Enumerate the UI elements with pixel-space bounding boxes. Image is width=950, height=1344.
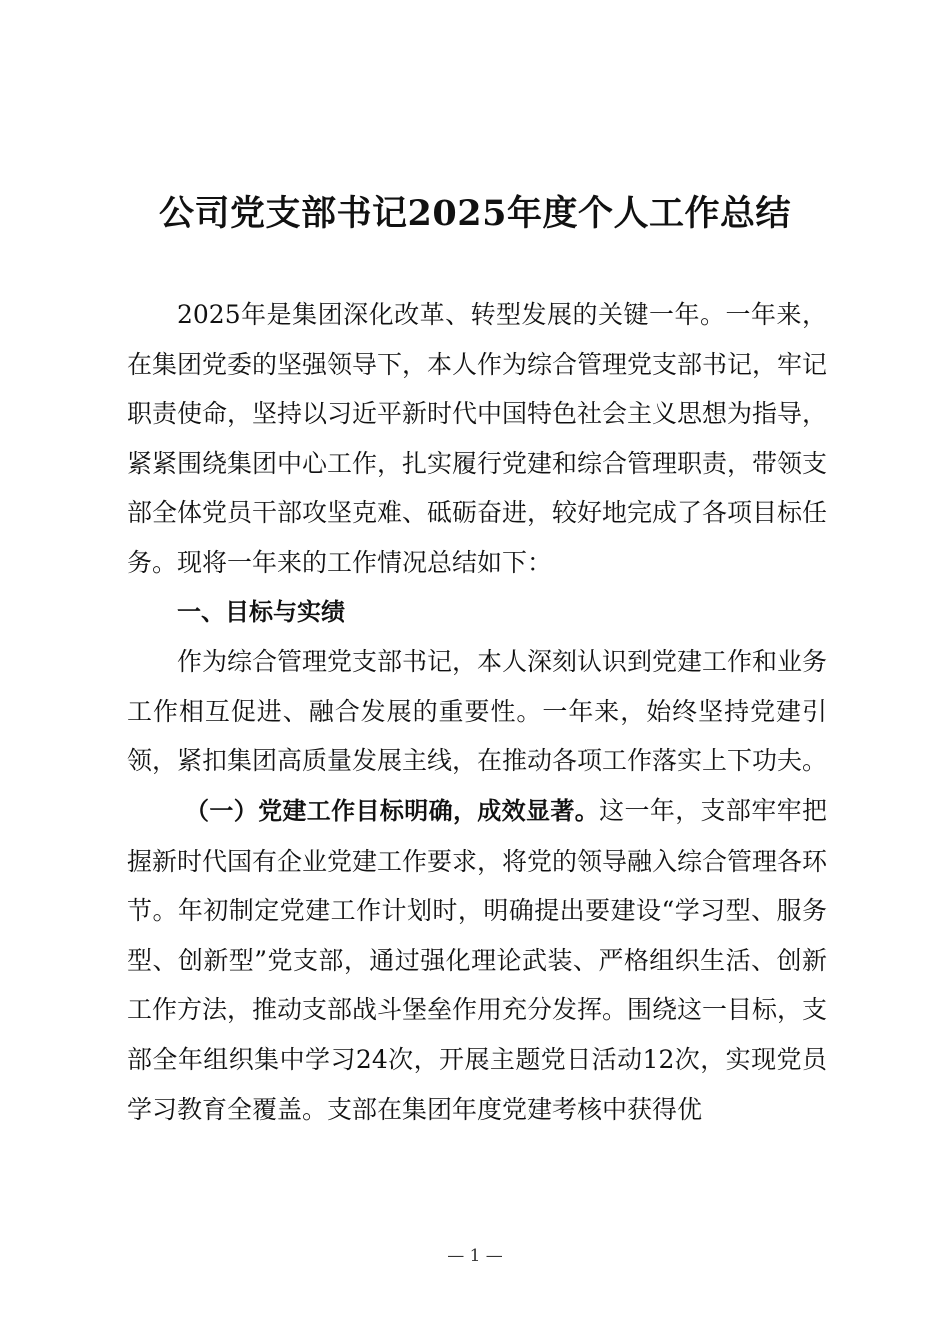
page-number: — 1 — xyxy=(447,1246,503,1266)
subsection-body: 这一年，支部牢牢把握新时代国有企业党建工作要求，将党的领导融入综合管理各环节。年初制定党建工作计划时，明确提出要建设“学习型、服务型、创新型”党支部，通过强化理论武装、严格组织生活、创新工作方法，推动支部战斗堡垒作用充分发挥。围绕这一目标，支部全年组织集中学习24次，开展主题党日活动12次，实现党员学习教育全覆盖。支部在集团年度党建考核中获得优 xyxy=(127,795,828,1124)
section-paragraph: 作为综合管理党支部书记，本人深刻认识到党建工作和业务工作相互促进、融合发展的重要性。一年来，始终坚持党建引领，紧扣集团高质量发展主线，在推动各项工作落实上下功夫。 xyxy=(127,647,828,776)
subsection-paragraph xyxy=(127,786,827,1134)
document-body xyxy=(127,290,827,1134)
intro-paragraph: 2025年是集团深化改革、转型发展的关键一年。一年来，在集团党委的坚强领导下，本人作为综合管理党支部书记，牢记职责使命，坚持以习近平新时代中国特色社会主义思想为指导，紧紧围绕集团中心工作，扎实履行党建和综合管理职责，带领支部全体党员干部攻坚克难、砥砺奋进，较好地完成了各项目标任务。现将一年来的工作情况总结如下： xyxy=(127,300,828,577)
subsection-lead: （一）党建工作目标明确，成效显著。 xyxy=(185,796,600,825)
document-title: 公司党支部书记2025年度个人工作总结 xyxy=(159,193,791,234)
section-heading: 一、目标与实绩 xyxy=(177,597,345,626)
